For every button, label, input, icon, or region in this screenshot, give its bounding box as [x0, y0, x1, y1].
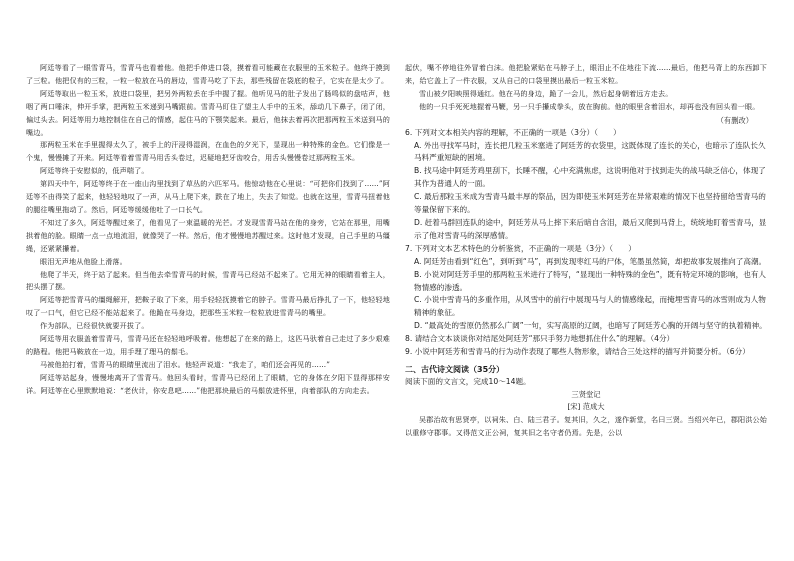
- passage-paragraph: 雪山被夕阳映照得通红。他在马的身边，跪了一会儿，然后起身朝着远方走去。: [419, 88, 673, 98]
- passage-paragraph: 眼泪无声地从他脸上滑落。: [40, 256, 127, 266]
- section-two-title: 二、古代诗文阅读（35分）: [405, 364, 505, 374]
- option-7c: C. 小说中雪青马的多重作用，从风雪中的前行中展现马与人的情感缘起，而掩埋雪青马的冰雪则成为人物精神的象征。: [414, 295, 766, 318]
- question-9: 9. 小说中阿廷芳和雪青马的行为动作表现了哪些人物形象，请结合三处这样的描写并简要分析。（6分）: [405, 347, 750, 357]
- essay-author: [宋] 范成大: [567, 402, 605, 412]
- right-column: [405, 62, 767, 440]
- section-two-intro: 阅读下面的文言文，完成10～14题。: [405, 376, 531, 386]
- passage-paragraph: 不知过了多久，阿廷等醒过来了，他看见了一束温暖的光芒。才发现雪青马站在他的身旁，它站在那里，用嘴拱着他的脸。眼睛一点一点地流泪，就像哭了一样。然后，他才慢慢地苏醒过来。这时他才发现，自己手里的马缰绳，还紧紧攥着。: [26, 217, 390, 253]
- passage-paragraph: 阿廷等用衣服盖着雪青马，雪青马还在轻轻地呼吸着。他想起了在来的路上，这匹马驮着自己走过了多少艰难的路程。他把马鞍放在一边，用手理了理马的鬃毛。: [26, 334, 390, 356]
- option-6d: D. 赶着马群回连队的途中，阿廷芳从马上摔下来后暗自含泪，最后又爬到马背上，统统地盯着雪青马，显示了他对雪青马的深厚感情。: [414, 217, 767, 240]
- question-7: 7. 下列对文本艺术特色的分析鉴赏，不正确的一项是（3分）（ ）: [405, 243, 636, 253]
- passage-paragraph: 阿廷等终于安慰似的，低声喘了。: [40, 166, 149, 176]
- passage-paragraph: 阿廷等把雪青马的缰绳解开，把鞍子取了下来，用手轻轻抚摸着它的脖子。雪青马最后挣扎了一下，他轻轻地叹了一口气，但它已经不能站起来了。他跪在马身边，把那些玉米粒一粒粒放进雪青马的嘴里。: [26, 295, 390, 318]
- option-6b: B. 找马途中阿廷芳鸡里刮下，长睡不醒，心中充满焦虑，这说明他对于找到走失的战马缺乏信心，体现了其作为普通人的一面。: [414, 166, 766, 189]
- option-7d: D. “最高处的雪原仍然那么广阔”一句，实写高原的辽阔，也暗写了阿廷芳心胸的开阔与坚守的执着精神。: [414, 321, 767, 331]
- left-column: [26, 62, 390, 398]
- passage-paragraph: 阿廷等取出一粒玉米，放进口袋里，把另外两粒丢在手中握了握。他听见马的肚子发出了肠鸣似的盘咕声，他咽了两口唾沫，伸开手掌，把两粒玉米递到马嘴跟前。雪青马盯住了望主人手中的玉米，舔动几下鼻子，闭了闭，偏过头去。阿廷等用力地控制住在自己的情感，起住马的下颚笑起来。最后，他抹去着再次把那两粒玉米送到马的嘴边。: [26, 88, 390, 137]
- question-8: 8. 请结合文本谈谈你对结尾处阿廷芳“那只手努力地想抓住什么”的理解。（4分）: [405, 334, 675, 344]
- passage-paragraph: 起伏，嘴不停地往外冒着白沫。他把脸紧贴在马脖子上，眼泪止不住地往下流……最后，他把马背上的东西卸下来，给它盖上了一件衣服，又从自己的口袋里摸出最后一粒玉米粒。: [405, 63, 767, 85]
- passage-paragraph: 马被他拍打着，雪青马的眼睛里流出了泪水。他轻声说道：“我走了，咱们还会再见的……”: [40, 359, 331, 369]
- passage-paragraph: 阿廷等看了一眼雪青马，雪青马也看着他。他把手伸进口袋，摸着看可能藏在衣服里的玉米粒子。他终于摸到了三粒。他把仅有的三粒，一粒一粒放在马的唇边，雪青马吃了下去，那些残留在袋底的粒子，它实在是太少了。: [26, 63, 390, 85]
- option-7b: B. 小说对阿廷芳手里的那两粒玉米进行了特写，“显现出一种特殊的金色”，既有特定环境的影响，也有人物情感的渗透。: [414, 269, 767, 292]
- passage-paragraph: 他爬了半天，终于站了起来。但当他去牵雪青马的时候，雪青马已经站不起来了。它用无神的眼睛看着主人，把头摆了摆。: [26, 269, 390, 292]
- option-6c: C. 最后那粒玉米成为雪青马最丰厚的祭品，因为即使玉米阿廷芳在异常艰难的情况下也坚持留给雪青马的等量保留下来的。: [414, 192, 766, 215]
- question-6: 6. 下列对文本相关内容的理解，不正确的一项是（3分）（ ）: [405, 127, 621, 137]
- passage-paragraph: 第四天中午，阿廷等终于在一座山沟里找到了草丛的六匹军马。他惊动他在心里说：“可把你们找到了……”阿廷等不由得笑了起来，他轻轻地叹了一声，从马上爬下来，跌在了地上，失去了知觉。也就在这里，雪青马扭着他的腿往嘴里拖动了。然后，阿廷等缓缓他吐了一口长气。: [26, 179, 390, 214]
- passage-paragraph: 作为部队，已经很快就要开拔了。: [40, 321, 149, 331]
- passage-paragraph: 那两粒玉米在手里握得太久了，被手上的汗浸得湿润，在血色的夕光下，显现出一种特殊的金色。它们像是一个鬼，慢慢摊了开来。阿廷等看着雪青马用舌头卷过，迟疑地把牙齿咬合，用舌头慢慢卷过那两粒玉米。: [26, 140, 390, 163]
- essay-title: 三贤堂记: [571, 389, 601, 399]
- passage-paragraph: 阿廷等站起身，慢慢地离开了雪青马。他回头看时，雪青马已经闭上了眼睛，它的身体在夕阳下显得那样安详。阿廷等在心里默默地说：“老伙计，你安息吧……”他把那块最后的马鬃放进怀里，向着部队的方向走去。: [26, 372, 390, 395]
- passage-paragraph: 他的一只手死死地握着马鞭，另一只手攥成拳头，放在胸前。他的眼里含着泪水，却再也没有回头看一眼。: [419, 101, 760, 111]
- option-6a: A. 外出寻找军马时，连长把几粒玉米塞进了阿廷芳的衣袋里，这既体现了连长的关心，也暗示了连队长久马料严重短缺的困境。: [414, 140, 766, 163]
- option-7a: A. 阿廷芳由看到“红色”，到听到“马”，再到发现枣红马的尸体，笔墨虽然简，却把故事发展推向了高潮。: [414, 256, 767, 266]
- source-note: （有删改）: [716, 115, 753, 125]
- essay-text: 吴郡治故有思贤亭，以祠朱、白、陆三君子。复其旧，久之，遂作新堂，名曰三贤。当绍兴年已，郡阳洪公始以重修守郡事。又得范文正公祠，复其旧之名守者仍焉。先是，公以: [405, 414, 767, 437]
